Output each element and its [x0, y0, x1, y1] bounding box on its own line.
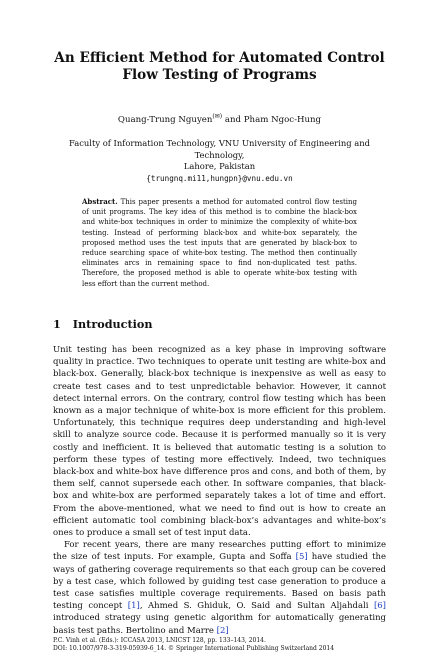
- author-list: [40, 111, 399, 126]
- paragraph-2: [53, 539, 386, 637]
- affiliation-line-1: Faculty of Information Technology, VNU University of Engineering and Technology,: [68, 138, 371, 160]
- paragraph-2-text-a: For recent years, there are many researches putting effort to minimize the size of test inputs. For example, Gupta and Soffa: [53, 540, 386, 563]
- paragraph-2-text-c: , Ahmed S. Ghiduk, O. Said and Sultan Aljahdali: [139, 601, 374, 612]
- paragraph-2-text-b: have studied the ways of gathering coverage requirements so that each group can be covered by a test case, which followed by guiding test case generation to produce a test case satisfies multiple coverage requirements. Based on basis path testing concept: [53, 552, 386, 612]
- author-2: Pham Ngoc-Hung: [243, 114, 322, 125]
- title-line-1: An Efficient Method for Automated Control: [54, 50, 385, 66]
- body-text: [53, 344, 386, 637]
- footer-line-2: DOI: 10.1007/978-3-319-05939-6_14. © Springer International Publishing Switzerland 2014: [53, 645, 335, 652]
- author-email: {trungnq.mi11,hungpn}@vnu.edu.vn: [146, 173, 293, 183]
- author-1: Quang-Trung Nguyen: [117, 114, 213, 125]
- page-footer: [53, 637, 386, 653]
- section-number: 1: [53, 317, 61, 331]
- paragraph-1: Unit testing has been recognized as a key phase in improving software quality in practice. Two techniques to operate unit testing are white-box and black-box. Generally, black-box technique is inexpensive as well as easy to create test cases and to test unpredictable behavior. However, it cannot detect internal errors. On the contrary, control flow testing which has been known as a major technique of white-box is more efficient for this problem. Unfortunately, this technique requires deep understanding and high-level skill to analyze source code. Because it is performed manually so it is very costly and inefficient. It is believed that automatic testing is a solution to perform these types of testing more effectively. Indeed, two techniques black-box and white-box have difference pros and cons, and both of them, by them self, cannot supersede each other. In software companies, that black-box and white-box are performed separately takes a lot of time and effort. From the above-mentioned, what we need to find out is how to create an efficient automatic tool combining black-box’s advantages and white-box’s ones to produce a small set of test input data.: [53, 345, 386, 539]
- affiliation-line-2: Lahore, Pakistan: [183, 161, 256, 171]
- footer-line-1: P.C. Vinh et al. (Eds.): ICCASA 2013, LNICST 128, pp. 133–143, 2014.: [53, 637, 266, 644]
- corresponding-author-mark: (✉): [212, 113, 223, 120]
- citation-link[interactable]: [5]: [295, 552, 308, 563]
- section-heading: [53, 317, 152, 331]
- citation-link[interactable]: [1]: [127, 601, 140, 612]
- section-title: Introduction: [72, 317, 153, 331]
- abstract: [82, 197, 357, 289]
- affiliation: [52, 138, 387, 184]
- citation-link[interactable]: [6]: [373, 601, 386, 612]
- citation-link[interactable]: [2]: [216, 625, 229, 636]
- abstract-label: Abstract.: [82, 197, 118, 206]
- paper-title: [40, 50, 399, 84]
- abstract-text: This paper presents a method for automated control flow testing of unit programs. The key idea of this method is to combine the black-box and white-box techniques in order to minimize the complexity of white-box testing. Instead of performing black-box and white-box separately, the proposed method uses the test inputs that are generated by black-box to reduce searching space of white-box testing. The method then continually eliminates arcs in remaining space to find non-duplicated test paths. Therefore, the proposed method is able to operate white-box testing with less effort than the current method.: [82, 198, 357, 288]
- paragraph-2-text-d: introduced strategy using genetic algorithm for automatically generating basis test paths. Bertolino and Marre: [53, 613, 386, 636]
- author-separator: and: [222, 114, 244, 125]
- title-line-2: Flow Testing of Programs: [122, 67, 317, 83]
